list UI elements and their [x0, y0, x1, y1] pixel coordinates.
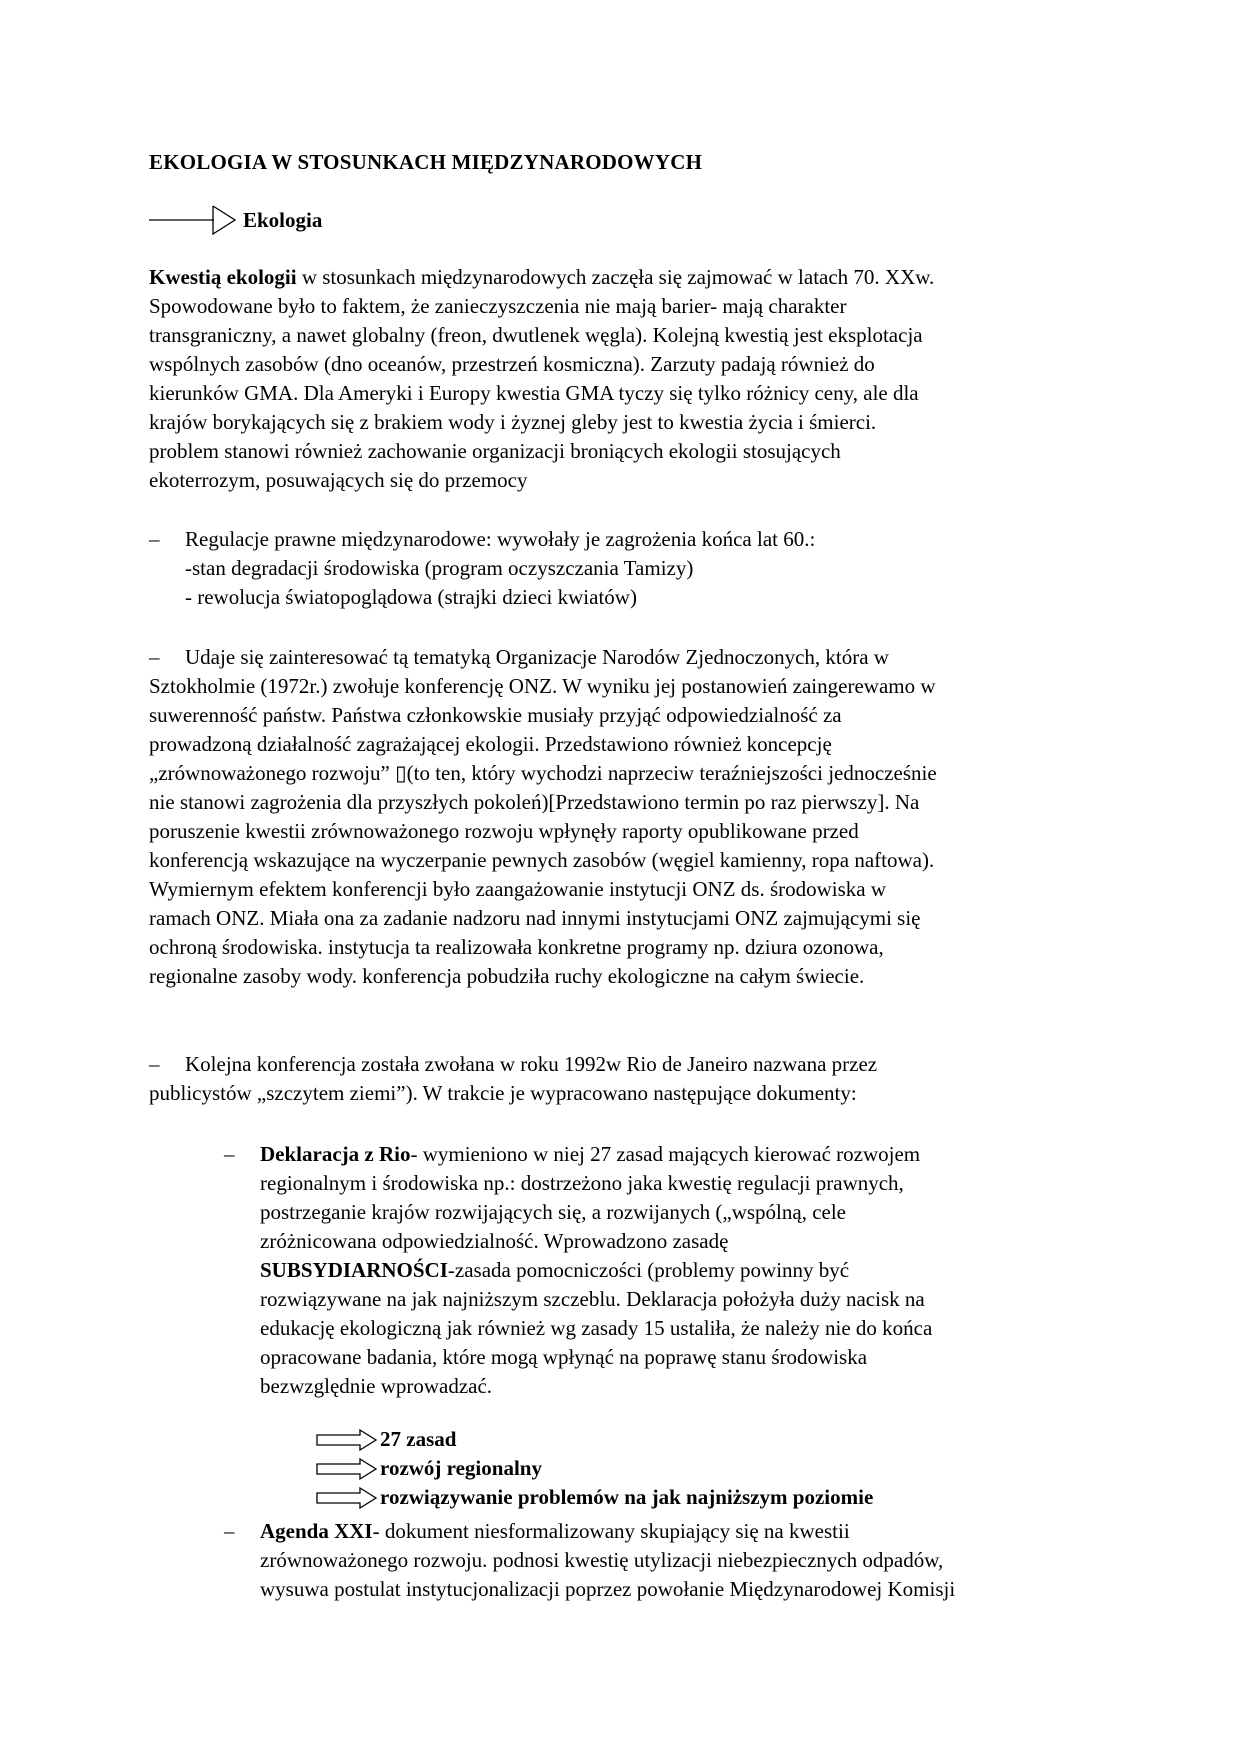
sub-item-line: - dokument niesformalizowany skupiający się na kwestii: [372, 1519, 850, 1543]
list-item-line: konferencją wskazujące na wyczerpanie pewnych zasobów (węgiel kamienny, ropa naftowa).: [149, 848, 935, 872]
list-item-line: Wymiernym efektem konferencji było zaangażowanie instytucji ONZ ds. środowiska w: [149, 877, 887, 901]
document-title: EKOLOGIA W STOSUNKACH MIĘDZYNARODOWYCH: [149, 150, 703, 174]
sub-item-line: opracowane badania, które mogą wpłynąć na poprawę stanu środowiska: [260, 1345, 868, 1369]
intro-line: w stosunkach międzynarodowych zaczęła się zajmować w latach 70. XXw.: [296, 265, 935, 289]
sub-item-line: - wymieniono w niej 27 zasad mających kierować rozwojem: [410, 1142, 921, 1166]
list-item-line: Kolejna konferencja została zwołana w roku 1992w Rio de Janeiro nazwana przez: [185, 1052, 878, 1076]
arrow-list-text: rozwój regionalny: [380, 1456, 542, 1480]
list-item-regulations: [149, 525, 1089, 612]
list-item-line: Regulacje prawne międzynarodowe: wywołały je zagrożenia końca lat 60.:: [185, 527, 816, 551]
list-item-line: prowadzoną działalność zagrażającej ekologii. Przedstawiono również koncepcję: [149, 732, 832, 756]
sub-item-line: wysuwa postulat instytucjonalizacji poprzez powołanie Międzynarodowej Komisji: [260, 1577, 956, 1601]
dash-bullet: –: [149, 645, 160, 669]
arrow-list-item: [316, 1483, 873, 1512]
sub-item-line: -zasada pomocniczości (problemy powinny być: [447, 1258, 850, 1282]
list-item-un-conference: [149, 643, 1089, 991]
right-arrow-icon: [316, 1486, 378, 1510]
intro-line: Spowodowane było to faktem, że zanieczyszczenia nie mają barier- mają charakter: [149, 294, 847, 318]
dash-bullet: –: [149, 1052, 160, 1076]
list-item-line: -stan degradacji środowiska (program oczyszczania Tamizy): [185, 556, 694, 580]
list-item-line: regionalne zasoby wody. konferencja pobudziła ruchy ekologiczne na całym świecie.: [149, 964, 865, 988]
intro-line: problem stanowi również zachowanie organizacji broniących ekologii stosujących: [149, 439, 841, 463]
rio-bold-lead: Deklaracja z Rio: [260, 1142, 411, 1166]
list-item-line: nie stanowi zagrożenia dla przyszłych pokoleń)[Przedstawiono termin po raz pierwszy]. Na: [149, 790, 920, 814]
list-item-line: ramach ONZ. Miała ona za zadanie nadzoru nad innymi instytucjami ONZ zajmującymi się: [149, 906, 921, 930]
intro-line: transgraniczny, a nawet globalny (freon, dwutlenek węgla). Kolejną kwestią jest eksplotacja: [149, 323, 923, 347]
sub-item-line: rozwiązywane na jak najniższym szczeblu. Deklaracja położyła duży nacisk na: [260, 1287, 925, 1311]
arrow-list-item: [316, 1425, 873, 1454]
intro-paragraph: [149, 263, 1089, 495]
list-item-line: ochroną środowiska. instytucja ta realizowała konkretne programy np. dziura ozonowa,: [149, 935, 884, 959]
list-item-line: Sztokholmie (1972r.) zwołuje konferencję ONZ. W wyniku jej postanowień zaingerewamo w: [149, 674, 936, 698]
list-item-rio-conference: [149, 1050, 1089, 1108]
sub-item-line: zrównoważonego rozwoju. podnosi kwestię utylizacji niebezpiecznych odpadów,: [260, 1548, 944, 1572]
agenda-bold-lead: Agenda XXI: [260, 1519, 373, 1543]
section-heading: [149, 202, 322, 238]
sub-item-line: zróżnicowana odpowiedzialność. Wprowadzono zasadę: [260, 1229, 729, 1253]
arrow-list-item: [316, 1454, 873, 1483]
section-heading-text: Ekologia: [243, 207, 323, 232]
intro-line: kierunków GMA. Dla Ameryki i Europy kwestia GMA tyczy się tylko różnicy ceny, ale dla: [149, 381, 919, 405]
list-item-line: - rewolucja światopoglądowa (strajki dzieci kwiatów): [185, 585, 637, 609]
arrow-list-text: 27 zasad: [380, 1427, 457, 1451]
sub-item-agenda-xxi: [224, 1517, 1104, 1604]
dash-bullet: –: [224, 1142, 235, 1166]
dash-bullet: –: [149, 527, 160, 551]
intro-bold-lead: Kwestią ekologii: [149, 265, 297, 289]
list-item-line: Udaje się zainteresować tą tematyką Organizacje Narodów Zjednoczonych, która w: [185, 645, 889, 669]
intro-line: krajów borykających się z brakiem wody i żyznej gleby jest to kwestia życia i śmierci.: [149, 410, 877, 434]
list-item-line: poruszenie kwestii zrównoważonego rozwoju wpłynęły raporty opublikowane przed: [149, 819, 859, 843]
sub-item-line: postrzeganie krajów rozwijających się, a rozwijanych („wspólną, cele: [260, 1200, 846, 1224]
intro-line: ekoterrozym, posuwających się do przemocy: [149, 468, 528, 492]
sub-item-line: regionalnym i środowiska np.: dostrzeżono jaka kwestię regulacji prawnych,: [260, 1171, 904, 1195]
list-item-line: publicystów „szczytem ziemi”). W trakcie je wypracowano następujące dokumenty:: [149, 1081, 857, 1105]
sub-item-line: bezwzględnie wprowadzać.: [260, 1374, 493, 1398]
dash-bullet: –: [224, 1519, 235, 1543]
right-arrow-icon: [316, 1428, 378, 1452]
sub-item-line: edukację ekologiczną jak również wg zasady 15 ustaliła, że należy nie do końca: [260, 1316, 933, 1340]
arrow-list-text: rozwiązywanie problemów na jak najniższym poziomie: [380, 1485, 874, 1509]
long-arrow-icon: [149, 202, 239, 238]
list-item-line: suwerenność państw. Państwa członkowskie musiały przyjąć odpowiedzialność za: [149, 703, 842, 727]
intro-line: wspólnych zasobów (dno oceanów, przestrzeń kosmiczna). Zarzuty padają również do: [149, 352, 875, 376]
list-item-line: „zrównoważonego rozwoju” ▯(to ten, który wychodzi naprzeciw teraźniejszości jednocześnie: [149, 761, 937, 785]
subsidiarity-term: SUBSYDIARNOŚCI: [260, 1258, 448, 1282]
arrow-list: [316, 1425, 873, 1512]
sub-item-rio-declaration: [224, 1140, 1104, 1401]
right-arrow-icon: [316, 1457, 378, 1481]
